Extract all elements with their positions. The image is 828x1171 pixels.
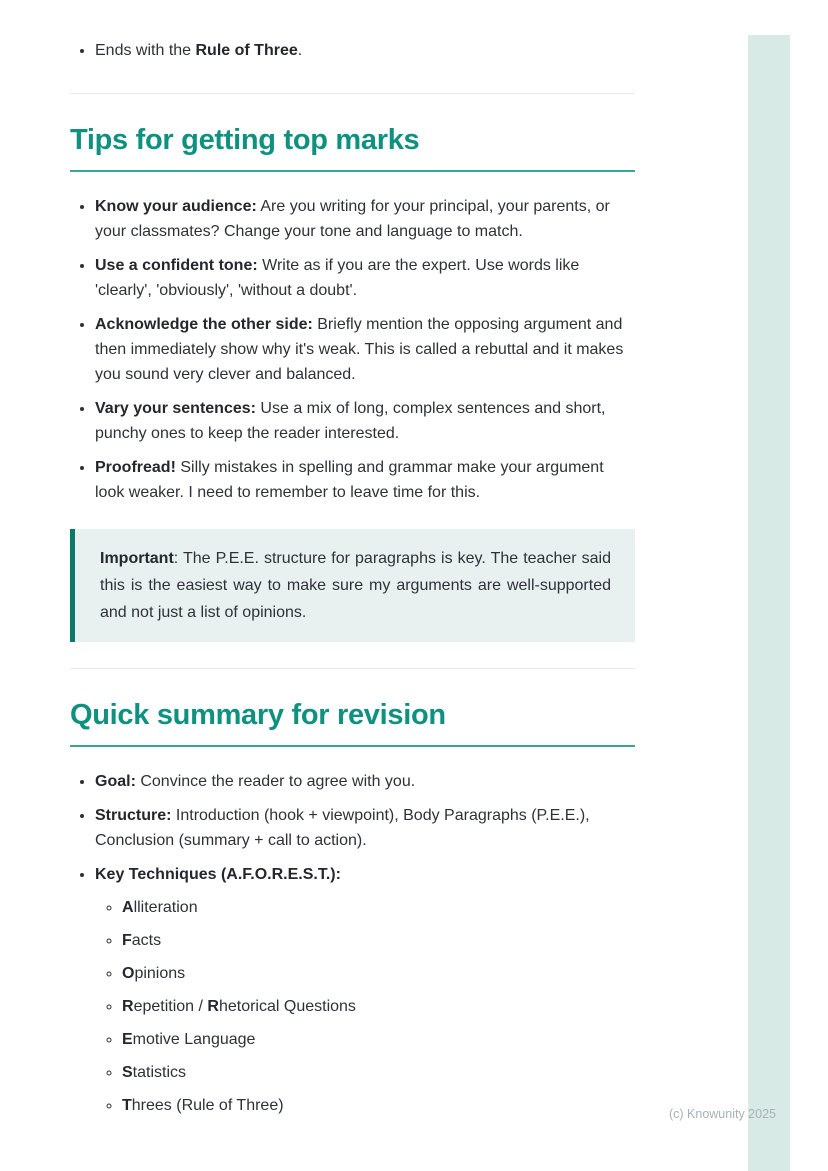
item-text: . xyxy=(297,42,303,59)
item-text: Ends with the xyxy=(95,42,196,59)
item-bold-letter: S xyxy=(122,1064,133,1081)
aforest-list xyxy=(95,897,635,1116)
item-text: motive Language xyxy=(132,1031,256,1048)
item-text: Are you writing for your principal, your parents, or your classmates? Change your tone and language to match. xyxy=(95,198,610,240)
item-bold-label: Use a confident tone: xyxy=(95,257,258,274)
item-text: epetition / xyxy=(133,998,208,1015)
list-item xyxy=(95,803,635,853)
side-strip-decoration xyxy=(748,35,790,1171)
list-item xyxy=(122,1095,635,1116)
item-bold-letter: A xyxy=(122,899,134,916)
item-bold-letter: R xyxy=(207,998,219,1015)
item-bold-label: Proofread! xyxy=(95,459,176,476)
callout-text xyxy=(100,545,611,626)
item-bold-label: Structure: xyxy=(95,807,172,824)
item-bold-letter: T xyxy=(122,1097,132,1114)
item-text: Introduction (hook + viewpoint), Body Paragraphs (P.E.E.), Conclusion (summary + call to action). xyxy=(95,807,590,849)
item-text: hetorical Questions xyxy=(218,998,356,1015)
content-column xyxy=(70,0,635,1128)
list-item xyxy=(95,769,635,794)
item-bold-label: Vary your sentences: xyxy=(95,400,256,417)
item-bold-letter: E xyxy=(122,1031,133,1048)
item-bold-letter: R xyxy=(122,998,134,1015)
item-text: Convince the reader to agree with you. xyxy=(135,773,416,790)
section-divider xyxy=(70,93,635,94)
list-item xyxy=(95,312,635,387)
item-text: Use a mix of long, complex sentences and short, punchy ones to keep the reader interested. xyxy=(95,400,606,442)
item-text: tatistics xyxy=(132,1064,187,1081)
item-bold-letter: F xyxy=(122,932,132,949)
list-item xyxy=(95,38,635,63)
section-divider xyxy=(70,668,635,669)
list-item xyxy=(95,194,635,244)
item-bold-label: Acknowledge the other side: xyxy=(95,316,313,333)
summary-section-title: Quick summary for revision xyxy=(70,697,635,747)
tips-section-title: Tips for getting top marks xyxy=(70,122,635,172)
item-bold-label: Goal: xyxy=(95,773,136,790)
item-text: lliteration xyxy=(133,899,198,916)
list-item xyxy=(95,253,635,303)
list-item xyxy=(122,930,635,951)
item-text: acts xyxy=(131,932,162,949)
item-bold-label: Key Techniques (A.F.O.R.E.S.T.): xyxy=(95,866,341,883)
item-bold-label: Know your audience: xyxy=(95,198,257,215)
list-item xyxy=(122,996,635,1017)
copyright-note: (c) Knowunity 2025 xyxy=(668,1107,776,1121)
list-item xyxy=(122,1062,635,1083)
item-text: hrees (Rule of Three) xyxy=(131,1097,284,1114)
intro-list xyxy=(70,38,635,63)
item-text: Briefly mention the opposing argument and then immediately show why it's weak. This is called a rebuttal and it makes you sound very clever and balanced. xyxy=(95,316,624,383)
item-text: pinions xyxy=(134,965,186,982)
list-item xyxy=(95,455,635,505)
list-item xyxy=(122,1029,635,1050)
item-bold-label: Rule of Three xyxy=(195,42,298,59)
list-item xyxy=(122,963,635,984)
callout-bold-label: Important xyxy=(100,550,174,567)
item-text: Write as if you are the expert. Use words like 'clearly', 'obviously', 'without a doubt'. xyxy=(95,257,580,299)
item-text: Silly mistakes in spelling and grammar make your argument look weaker. I need to remember to leave time for this. xyxy=(95,459,604,501)
important-callout xyxy=(70,529,635,642)
callout-body-text: : The P.E.E. structure for paragraphs is key. The teacher said this is the easiest way to make sure my arguments are well-supported and not just a list of opinions. xyxy=(100,550,611,621)
list-item xyxy=(95,396,635,446)
summary-list xyxy=(70,769,635,1116)
item-bold-letter: O xyxy=(122,965,135,982)
tips-list xyxy=(70,194,635,505)
list-item xyxy=(95,862,635,1116)
list-item xyxy=(122,897,635,918)
